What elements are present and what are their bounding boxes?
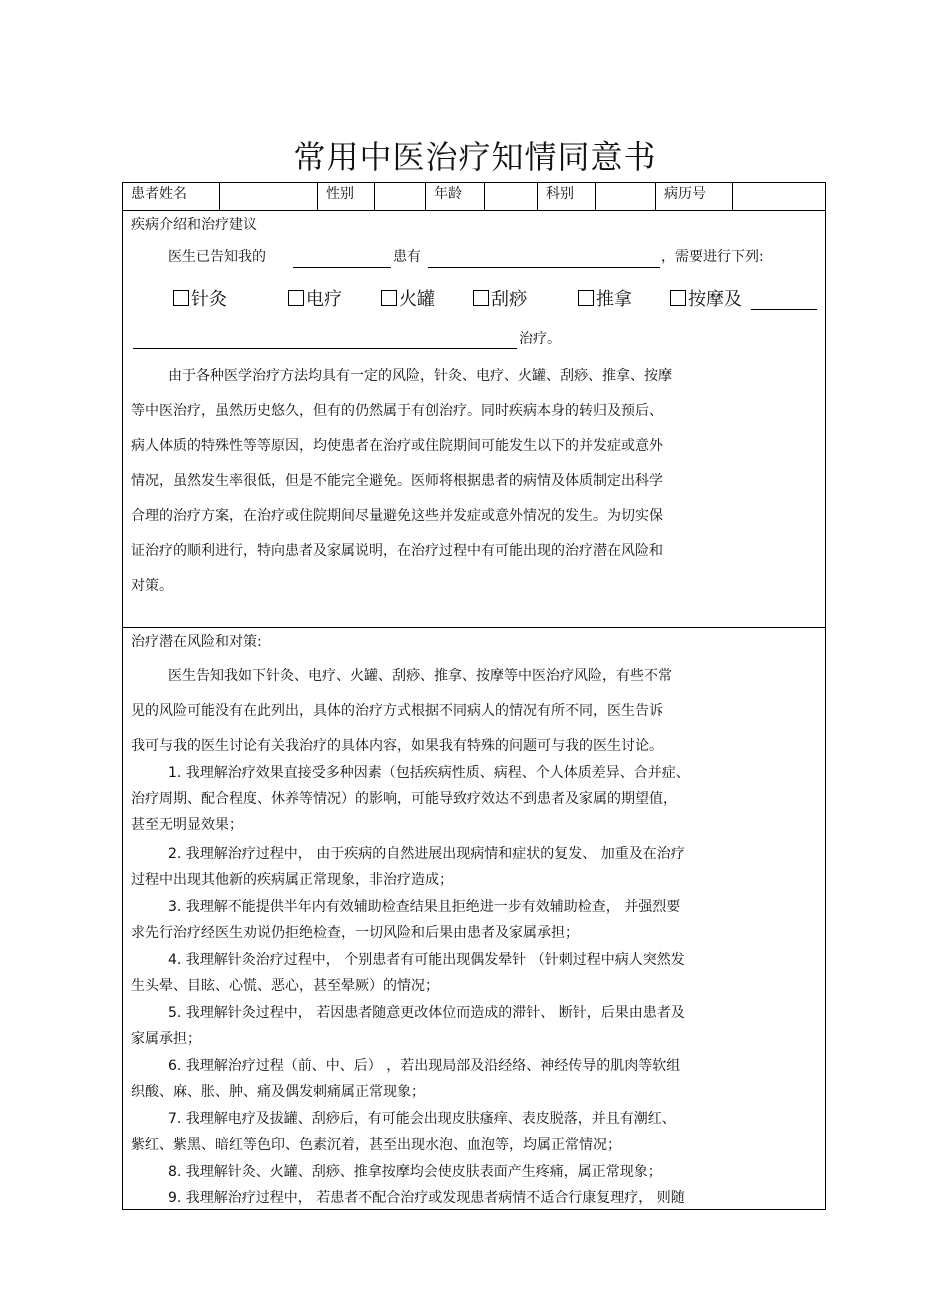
paragraph-line: 由于各种医学治疗方法均具有一定的风险，针灸、电疗、火罐、刮痧、推拿、按摩 — [168, 368, 672, 384]
paragraph-line: 等中医治疗，虽然历史悠久，但有的仍然属于有创治疗。同时疾病本身的转归及预后、 — [131, 403, 663, 419]
patient-name-field[interactable] — [220, 183, 318, 210]
paragraph-line: 证治疗的顺利进行，特向患者及家属说明，在治疗过程中有可能出现的治疗潜在风险和 — [131, 543, 663, 559]
item-7-line: 紫红、紫黑、暗红等色印、色素沉着，甚至出现水泡、血泡等，均属正常情况； — [131, 1137, 621, 1153]
paragraph-line: 对策。 — [131, 578, 173, 594]
page-title: 常用中医治疗知情同意书 — [293, 138, 657, 176]
item-3-line: 3. 我理解不能提供半年内有效辅助检查结果且拒绝进一步有效辅助检查， 并强烈要 — [168, 899, 681, 915]
option-cupping[interactable]: 火罐 — [381, 285, 435, 311]
section-heading: 疾病介绍和治疗建议 — [131, 217, 257, 233]
item-4-line: 生头晕、目眩、心慌、恶心，甚至晕厥）的情况； — [131, 978, 439, 994]
gender-field[interactable] — [375, 183, 426, 210]
option-massage[interactable]: 按摩及 — [670, 285, 742, 311]
patient-name-label: 患者姓名 — [123, 183, 220, 210]
section-heading: 治疗潜在风险和对策: — [131, 634, 262, 650]
age-field[interactable] — [485, 183, 538, 210]
diagnosis-blank[interactable] — [428, 267, 660, 268]
item-3-line: 求先行治疗经医生劝说仍拒绝检查，一切风险和后果由患者及家属承担； — [131, 925, 579, 941]
paragraph-line: 合理的治疗方案，在治疗或住院期间尽量避免这些并发症或意外情况的发生。为切实保 — [131, 508, 663, 524]
item-2-line: 过程中出现其他新的疾病属正常现象，非治疗造成； — [131, 872, 453, 888]
record-no-label: 病历号 — [656, 183, 733, 210]
intro-line: 我可与我的医生讨论有关我治疗的具体内容，如果我有特殊的问题可与我的医生讨论。 — [131, 738, 663, 754]
department-field[interactable] — [596, 183, 656, 210]
line1-prefix: 医生已告知我的 — [168, 249, 266, 265]
checkbox-icon — [473, 290, 489, 306]
item-9-line: 9. 我理解治疗过程中， 若患者不配合治疗或发现患者病情不适合行康复理疗， 则随 — [168, 1190, 685, 1206]
paragraph-line: 病人体质的特殊性等等原因，均使患者在治疗或住院期间可能发生以下的并发症或意外 — [131, 438, 663, 454]
other-treatment-blank-2[interactable] — [133, 348, 517, 349]
intro-line: 医生告知我如下针灸、电疗、火罐、刮痧、推拿、按摩等中医治疗风险，有些不常 — [168, 668, 672, 684]
gender-label: 性别 — [318, 183, 375, 210]
checkbox-icon — [288, 290, 304, 306]
line1-suffix: ，需要进行下列: — [661, 249, 764, 265]
item-7-line: 7. 我理解电疗及拔罐、刮痧后，有可能会出现皮肤瘙痒、表皮脱落，并且有潮红、 — [168, 1111, 676, 1127]
item-1-line: 治疗周期、配合程度、休养等情况）的影响，可能导致疗效达不到患者及家属的期望值， — [131, 791, 677, 807]
line1-mid: 患有 — [393, 249, 421, 265]
item-8-line: 8. 我理解针灸、火罐、刮痧、推拿按摩均会使皮肤表面产生疼痛，属正常现象； — [168, 1164, 662, 1180]
option-tuina[interactable]: 推拿 — [578, 285, 632, 311]
checkbox-icon — [670, 290, 686, 306]
consent-form — [122, 182, 826, 1210]
patient-name-blank[interactable] — [293, 267, 391, 268]
option-electrotherapy[interactable]: 电疗 — [288, 285, 342, 311]
item-5-line: 家属承担； — [131, 1031, 201, 1047]
paragraph-line: 情况，虽然发生率很低，但是不能完全避免。医师将根据患者的病情及体质制定出科学 — [131, 473, 663, 489]
age-label: 年龄 — [426, 183, 485, 210]
line2-suffix: 治疗。 — [519, 331, 561, 347]
item-6-line: 织酸、麻、胀、肿、痛及偶发刺痛属正常现象； — [131, 1084, 425, 1100]
item-2-line: 2. 我理解治疗过程中， 由于疾病的自然进展出现病情和症状的复发、 加重及在治疗 — [168, 846, 685, 862]
patient-info-row — [123, 183, 825, 211]
item-5-line: 5. 我理解针灸过程中， 若因患者随意更改体位而造成的滞针、 断针，后果由患者及 — [168, 1005, 685, 1021]
intro-line: 见的风险可能没有在此列出，具体的治疗方式根据不同病人的情况有所不同，医生告诉 — [131, 703, 663, 719]
item-1-line: 1. 我理解治疗效果直接受多种因素（包括疾病性质、病程、个人体质差异、合并症、 — [168, 765, 690, 781]
item-4-line: 4. 我理解针灸治疗过程中， 个别患者有可能出现偶发晕针 （针刺过程中病人突然发 — [168, 952, 685, 968]
disease-intro-section — [123, 211, 825, 628]
checkbox-icon — [173, 290, 189, 306]
item-6-line: 6. 我理解治疗过程（前、中、后） ，若出现局部及沿经络、神经传导的肌肉等软组 — [168, 1058, 681, 1074]
department-label: 科别 — [538, 183, 596, 210]
risk-section — [123, 628, 825, 1208]
option-gua-sha[interactable]: 刮痧 — [473, 285, 527, 311]
checkbox-icon — [578, 290, 594, 306]
option-acupuncture[interactable]: 针灸 — [173, 285, 227, 311]
item-1-line: 甚至无明显效果； — [131, 817, 243, 833]
other-treatment-blank[interactable] — [751, 309, 817, 310]
checkbox-icon — [381, 290, 397, 306]
record-no-field[interactable] — [733, 183, 825, 210]
